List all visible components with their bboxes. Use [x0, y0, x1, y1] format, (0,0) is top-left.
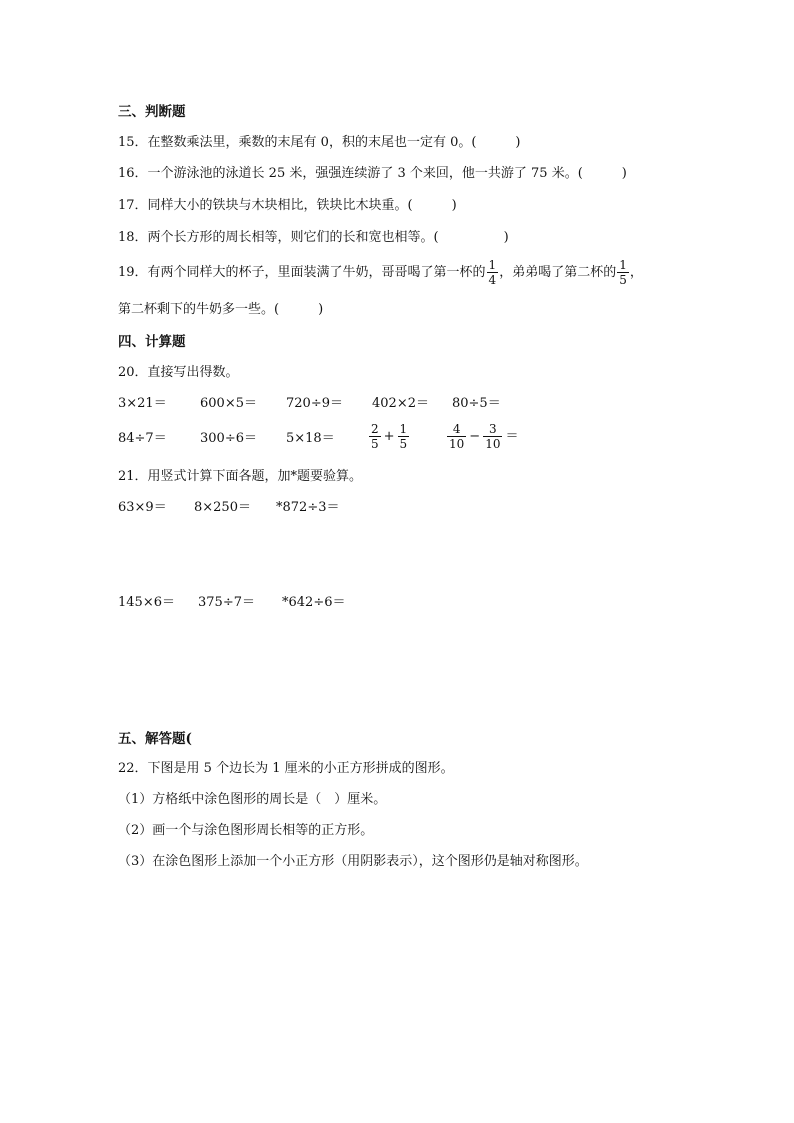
question-19-text-2: ，弟弟喝了第二杯的 [499, 265, 617, 280]
question-19: 19．有两个同样大的杯子，里面装满了牛奶，哥哥喝了第一杯的 $\frac{1}{4}$ ，弟弟喝了第二杯的 $\frac{1}{5}$ ， [118, 258, 643, 287]
question-19-text-1: 19．有两个同样大的杯子，里面装满了牛奶，哥哥喝了第一杯的 [118, 265, 486, 280]
question-19-line-2: 第二杯剩下的牛奶多一些。( ) [118, 302, 324, 317]
question-22-3: （3）在涂色图形上添加一个小正方形（用阴影表示），这个图形仍是轴对称图形。 [118, 854, 588, 869]
question-18: 18．两个长方形的周长相等，则它们的长和宽也相等。( ) [118, 230, 509, 245]
calc-item: 402×2＝ [372, 396, 429, 411]
calc-item: 84÷7＝ [118, 431, 167, 446]
calc-item: 375÷7＝ [198, 595, 255, 610]
question-22: 22．下图是用 5 个边长为 1 厘米的小正方形拼成的图形。 [118, 761, 454, 776]
calc-item: 720÷9＝ [286, 396, 343, 411]
fraction-expression-2: $\frac{4}{10}$ − $\frac{3}{10}$ ＝ [449, 422, 519, 451]
section-5-title: 五、解答题( [118, 731, 192, 747]
question-15: 15．在整数乘法里，乘数的末尾有 0，积的末尾也一定有 0。( ) [118, 135, 521, 150]
calc-item: 5×18＝ [286, 431, 335, 446]
calc-item: 300÷6＝ [200, 431, 257, 446]
calc-item: 3×21＝ [118, 396, 167, 411]
fraction-one-quarter: $\frac{1}{4}$ [488, 258, 497, 287]
calc-item: 63×9＝ [118, 500, 167, 515]
calc-item: 600×5＝ [200, 396, 257, 411]
calc-item: *872÷3＝ [276, 500, 340, 515]
question-17: 17．同样大小的铁块与木块相比，铁块比木块重。( ) [118, 198, 457, 213]
question-20: 20．直接写出得数。 [118, 365, 239, 380]
section-3-title: 三、判断题 [118, 104, 186, 120]
question-22-1: （1）方格纸中涂色图形的周长是（ ）厘米。 [118, 792, 387, 807]
fraction-one-fifth: $\frac{1}{5}$ [619, 258, 627, 287]
question-21: 21．用竖式计算下面各题，加*题要验算。 [118, 469, 363, 484]
fraction-expression-1: $\frac{2}{5}$ + $\frac{1}{5}$ [371, 422, 408, 451]
question-16: 16．一个游泳池的泳道长 25 米，强强连续游了 3 个来回，他一共游了 75 米。( ) [118, 166, 627, 181]
calc-item: 145×6＝ [118, 595, 175, 610]
calc-item: *642÷6＝ [282, 595, 346, 610]
question-22-2: （2）画一个与涂色图形周长相等的正方形。 [118, 823, 374, 838]
calc-item: 80÷5＝ [452, 396, 501, 411]
section-4-title: 四、计算题 [118, 334, 186, 350]
calc-item: 8×250＝ [194, 500, 251, 515]
